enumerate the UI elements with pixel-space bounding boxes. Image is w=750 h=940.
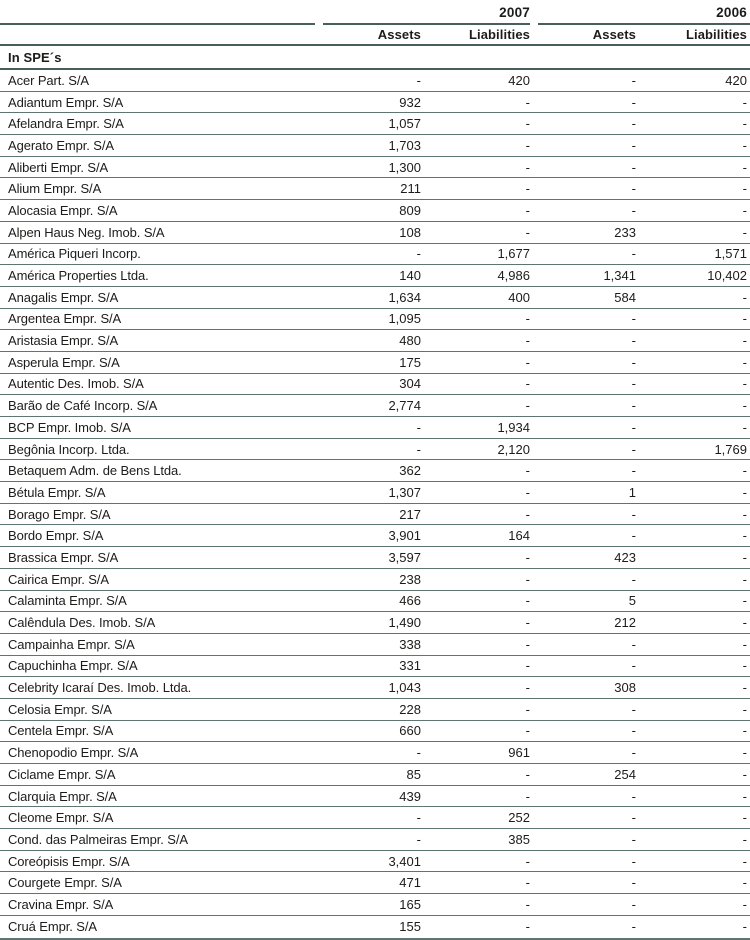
table-row xyxy=(0,222,750,244)
liabilities-2006-value: - xyxy=(742,549,747,565)
assets-2007-value: 660 xyxy=(399,723,421,739)
entity-name: Clarquia Empr. S/A xyxy=(8,788,117,804)
assets-2006-value: - xyxy=(631,181,636,197)
liabilities-2006-value: - xyxy=(742,463,747,479)
liabilities-2006-value: - xyxy=(742,116,747,132)
liabilities-2006-value: - xyxy=(742,419,747,435)
assets-2006-value: - xyxy=(631,441,636,457)
liabilities-2007-value: - xyxy=(525,484,530,500)
entity-name: Afelandra Empr. S/A xyxy=(8,116,124,132)
liabilities-2007-value: - xyxy=(525,593,530,609)
entity-name: Centela Empr. S/A xyxy=(8,723,114,739)
assets-2006-value: - xyxy=(631,72,636,88)
table-row xyxy=(0,135,750,157)
assets-2006-value: 423 xyxy=(614,549,636,565)
table-row xyxy=(0,612,750,634)
table-row xyxy=(0,591,750,613)
liabilities-2006-value: - xyxy=(742,528,747,544)
table-row xyxy=(0,374,750,396)
entity-name: Cleome Empr. S/A xyxy=(8,810,114,826)
assets-2006-value: - xyxy=(631,137,636,153)
assets-2007-value: 331 xyxy=(399,658,421,674)
assets-2007-value: 1,703 xyxy=(388,137,421,153)
assets-2006-value: - xyxy=(631,463,636,479)
entity-name: Coreópisis Empr. S/A xyxy=(8,853,130,869)
liabilities-2007-value: 1,677 xyxy=(497,246,530,262)
assets-2006-value: - xyxy=(631,398,636,414)
liabilities-2007-value: - xyxy=(525,398,530,414)
liabilities-2006-value: - xyxy=(742,484,747,500)
assets-2007-value: - xyxy=(416,810,421,826)
entity-name: Calaminta Empr. S/A xyxy=(8,593,127,609)
table-row xyxy=(0,894,750,916)
assets-2007-value: 1,307 xyxy=(388,484,421,500)
table-row xyxy=(0,178,750,200)
liabilities-2007-value: - xyxy=(525,333,530,349)
assets-2007-value: 338 xyxy=(399,636,421,652)
liabilities-2006-value: - xyxy=(742,224,747,240)
assets-2007-value: 304 xyxy=(399,376,421,392)
assets-2007-value: 932 xyxy=(399,94,421,110)
entity-name: Brassica Empr. S/A xyxy=(8,549,119,565)
assets-2007-value: 108 xyxy=(399,224,421,240)
assets-2006-value: - xyxy=(631,94,636,110)
assets-2006-value: - xyxy=(631,896,636,912)
assets-2007-value: 211 xyxy=(400,181,421,197)
assets-2007-value: 1,300 xyxy=(388,159,421,175)
assets-2006-value: - xyxy=(631,658,636,674)
assets-2007-value: 439 xyxy=(399,788,421,804)
assets-2006-value: 254 xyxy=(614,766,636,782)
liabilities-2007-value: - xyxy=(525,506,530,522)
liabilities-2006-value: - xyxy=(742,376,747,392)
entity-name: BCP Empr. Imob. S/A xyxy=(8,419,131,435)
table-row xyxy=(0,417,750,439)
assets-2007-value: 1,634 xyxy=(388,289,421,305)
assets-2006-value: - xyxy=(631,528,636,544)
liabilities-2007-value: - xyxy=(525,766,530,782)
entity-name: Alium Empr. S/A xyxy=(8,181,102,197)
table-row xyxy=(0,916,750,938)
liabilities-2007-value: - xyxy=(525,788,530,804)
liabilities-2007-value: - xyxy=(525,636,530,652)
assets-2007-value: 809 xyxy=(399,202,421,218)
liabilities-2007-value: 1,934 xyxy=(497,419,530,435)
liabilities-2006-value: - xyxy=(742,181,747,197)
assets-2007-value: 1,095 xyxy=(388,311,421,327)
table-row xyxy=(0,569,750,591)
liabilities-2007-value: - xyxy=(525,202,530,218)
assets-2006-value: - xyxy=(631,853,636,869)
assets-2007-value: 3,401 xyxy=(388,853,421,869)
assets-2006-value: - xyxy=(631,636,636,652)
assets-2006-value: 212 xyxy=(614,615,636,631)
entity-name: Ciclame Empr. S/A xyxy=(8,766,116,782)
assets-2007-value: 155 xyxy=(399,919,421,935)
liabilities-2006-value: - xyxy=(742,896,747,912)
liabilities-2006-value: - xyxy=(742,289,747,305)
liabilities-2006-value: - xyxy=(742,919,747,935)
entity-name: Acer Part. S/A xyxy=(8,72,89,88)
liabilities-2007-value: - xyxy=(525,116,530,132)
assets-2007-value: 217 xyxy=(399,506,421,522)
table-row xyxy=(0,352,750,374)
table-row xyxy=(0,482,750,504)
liabilities-2007-value: - xyxy=(525,549,530,565)
table-row xyxy=(0,699,750,721)
assets-2007-value: - xyxy=(416,72,421,88)
assets-2007-value: 228 xyxy=(399,701,421,717)
assets-2007-value: - xyxy=(416,419,421,435)
table-row xyxy=(0,634,750,656)
year-label-2006: 2006 xyxy=(716,4,747,20)
liabilities-2006-value: - xyxy=(742,202,747,218)
table-row xyxy=(0,330,750,352)
liabilities-2006-value: 1,769 xyxy=(714,441,747,457)
table-row xyxy=(0,786,750,808)
liabilities-2007-value: 385 xyxy=(508,831,530,847)
assets-2006-value: - xyxy=(631,419,636,435)
entity-name: Cairica Empr. S/A xyxy=(8,571,109,587)
liabilities-2007-value: 252 xyxy=(508,810,530,826)
table-row xyxy=(0,287,750,309)
liabilities-2007-value: - xyxy=(525,919,530,935)
table-row xyxy=(0,764,750,786)
liabilities-2007-value: 4,986 xyxy=(497,268,530,284)
table-row xyxy=(0,721,750,743)
liabilities-2006-value: - xyxy=(742,571,747,587)
section-header xyxy=(0,46,750,70)
liabilities-2007-value: 420 xyxy=(508,72,530,88)
entity-name: Asperula Empr. S/A xyxy=(8,354,120,370)
entity-name: Betaquem Adm. de Bens Ltda. xyxy=(8,463,182,479)
col-header-assets-2007: Assets xyxy=(377,27,421,42)
liabilities-2006-value: - xyxy=(742,636,747,652)
entity-name: Alpen Haus Neg. Imob. S/A xyxy=(8,224,165,240)
table-row xyxy=(0,265,750,287)
liabilities-2007-value: - xyxy=(525,159,530,175)
liabilities-2007-value: - xyxy=(525,311,530,327)
assets-2007-value: - xyxy=(416,441,421,457)
liabilities-2007-value: - xyxy=(525,571,530,587)
table-row xyxy=(0,504,750,526)
assets-2007-value: 140 xyxy=(399,268,421,284)
assets-2006-value: - xyxy=(631,701,636,717)
entity-name: Bordo Empr. S/A xyxy=(8,528,104,544)
table-row xyxy=(0,807,750,829)
liabilities-2006-value: 10,402 xyxy=(707,268,747,284)
assets-2007-value: 3,901 xyxy=(388,528,421,544)
entity-name: Alocasia Empr. S/A xyxy=(8,202,118,218)
section-title: In SPE´s xyxy=(8,49,62,65)
liabilities-2006-value: - xyxy=(742,658,747,674)
liabilities-2006-value: - xyxy=(742,354,747,370)
entity-name: América Piqueri Incorp. xyxy=(8,246,141,262)
col-header-liabilities-2007: Liabilities xyxy=(468,27,530,42)
liabilities-2007-value: - xyxy=(525,354,530,370)
entity-name: Celebrity Icaraí Des. Imob. Ltda. xyxy=(8,680,192,696)
assets-2006-value: 1 xyxy=(628,484,636,500)
liabilities-2006-value: - xyxy=(742,94,747,110)
assets-2007-value: 175 xyxy=(399,354,421,370)
assets-2006-value: - xyxy=(631,159,636,175)
liabilities-2007-value: - xyxy=(525,701,530,717)
assets-2006-value: - xyxy=(631,333,636,349)
liabilities-2006-value: 1,571 xyxy=(714,246,747,262)
table-row xyxy=(0,157,750,179)
entity-name: Agerato Empr. S/A xyxy=(8,137,114,153)
assets-2006-value: 5 xyxy=(628,593,636,609)
column-header-row xyxy=(0,25,750,46)
assets-2007-value: - xyxy=(416,831,421,847)
table-row xyxy=(0,677,750,699)
assets-2006-value: - xyxy=(631,810,636,826)
entity-name: América Properties Ltda. xyxy=(8,268,149,284)
table-row xyxy=(0,829,750,851)
entity-name: Aliberti Empr. S/A xyxy=(8,159,109,175)
liabilities-2006-value: - xyxy=(742,680,747,696)
table-row xyxy=(0,872,750,894)
liabilities-2006-value: - xyxy=(742,853,747,869)
entity-name: Barão de Café Incorp. S/A xyxy=(8,398,158,414)
liabilities-2006-value: - xyxy=(742,788,747,804)
assets-2006-value: - xyxy=(631,376,636,392)
entity-name: Bétula Empr. S/A xyxy=(8,484,106,500)
assets-2007-value: 2,774 xyxy=(388,398,421,414)
liabilities-2007-value: - xyxy=(525,658,530,674)
assets-2006-value: - xyxy=(631,831,636,847)
liabilities-2007-value: 2,120 xyxy=(497,441,530,457)
assets-2007-value: 1,057 xyxy=(388,116,421,132)
liabilities-2007-value: - xyxy=(525,853,530,869)
assets-2007-value: - xyxy=(416,745,421,761)
entity-name: Autentic Des. Imob. S/A xyxy=(8,376,144,392)
table-row xyxy=(0,309,750,331)
assets-2007-value: 165 xyxy=(399,896,421,912)
liabilities-2006-value: - xyxy=(742,311,747,327)
assets-2007-value: 480 xyxy=(399,333,421,349)
assets-2007-value: 471 xyxy=(399,875,421,891)
assets-2007-value: 3,597 xyxy=(388,549,421,565)
entity-name: Campainha Empr. S/A xyxy=(8,636,135,652)
assets-2006-value: 584 xyxy=(614,289,636,305)
assets-2006-value: - xyxy=(631,919,636,935)
table-row xyxy=(0,244,750,266)
assets-2006-value: - xyxy=(631,506,636,522)
liabilities-2006-value: - xyxy=(742,701,747,717)
entity-name: Aristasia Empr. S/A xyxy=(8,333,119,349)
liabilities-2006-value: - xyxy=(742,875,747,891)
col-header-assets-2006: Assets xyxy=(592,27,636,42)
year-group-2007 xyxy=(323,0,530,25)
assets-2007-value: 466 xyxy=(399,593,421,609)
assets-2006-value: - xyxy=(631,311,636,327)
assets-2006-value: - xyxy=(631,875,636,891)
entity-name: Calêndula Des. Imob. S/A xyxy=(8,615,156,631)
table-row xyxy=(0,656,750,678)
table-body xyxy=(0,70,750,940)
liabilities-2007-value: - xyxy=(525,463,530,479)
table-row xyxy=(0,742,750,764)
assets-2006-value: - xyxy=(631,116,636,132)
assets-2006-value: - xyxy=(631,571,636,587)
liabilities-2006-value: - xyxy=(742,615,747,631)
liabilities-2007-value: - xyxy=(525,94,530,110)
table-row xyxy=(0,70,750,92)
liabilities-2007-value: 400 xyxy=(508,289,530,305)
entity-name: Borago Empr. S/A xyxy=(8,506,111,522)
liabilities-2006-value: 420 xyxy=(725,72,747,88)
liabilities-2007-value: - xyxy=(525,875,530,891)
assets-2006-value: - xyxy=(631,354,636,370)
entity-name: Adiantum Empr. S/A xyxy=(8,94,124,110)
table-row xyxy=(0,439,750,461)
entity-name: Cravina Empr. S/A xyxy=(8,896,114,912)
liabilities-2007-value: - xyxy=(525,615,530,631)
name-column-rule xyxy=(0,0,315,25)
assets-2006-value: 1,341 xyxy=(603,268,636,284)
liabilities-2007-value: - xyxy=(525,723,530,739)
assets-2007-value: 1,490 xyxy=(388,615,421,631)
year-label-2007: 2007 xyxy=(499,4,530,20)
liabilities-2007-value: - xyxy=(525,896,530,912)
entity-name: Cond. das Palmeiras Empr. S/A xyxy=(8,831,188,847)
liabilities-2006-value: - xyxy=(742,159,747,175)
entity-name: Chenopodio Empr. S/A xyxy=(8,745,139,761)
entity-name: Celosia Empr. S/A xyxy=(8,701,112,717)
table-row xyxy=(0,460,750,482)
table-row xyxy=(0,113,750,135)
liabilities-2006-value: - xyxy=(742,593,747,609)
assets-2006-value: - xyxy=(631,202,636,218)
liabilities-2006-value: - xyxy=(742,831,747,847)
entity-name: Begônia Incorp. Ltda. xyxy=(8,441,130,457)
liabilities-2007-value: 164 xyxy=(508,528,530,544)
liabilities-2006-value: - xyxy=(742,137,747,153)
liabilities-2007-value: - xyxy=(525,376,530,392)
entity-name: Anagalis Empr. S/A xyxy=(8,289,119,305)
year-group-2006 xyxy=(538,0,750,25)
table-row xyxy=(0,200,750,222)
assets-2006-value: 233 xyxy=(614,224,636,240)
assets-2006-value: - xyxy=(631,745,636,761)
assets-2007-value: 238 xyxy=(399,571,421,587)
entity-name: Argentea Empr. S/A xyxy=(8,311,122,327)
liabilities-2007-value: - xyxy=(525,680,530,696)
table-row xyxy=(0,547,750,569)
table-row xyxy=(0,395,750,417)
col-header-liabilities-2006: Liabilities xyxy=(685,27,747,42)
entity-name: Capuchinha Empr. S/A xyxy=(8,658,138,674)
entity-name: Cruá Empr. S/A xyxy=(8,919,97,935)
assets-2006-value: 308 xyxy=(614,680,636,696)
table-row xyxy=(0,851,750,873)
table-row xyxy=(0,92,750,114)
assets-2007-value: - xyxy=(416,246,421,262)
liabilities-2006-value: - xyxy=(742,333,747,349)
liabilities-2007-value: 961 xyxy=(508,745,530,761)
liabilities-2006-value: - xyxy=(742,766,747,782)
assets-2007-value: 1,043 xyxy=(388,680,421,696)
liabilities-2006-value: - xyxy=(742,506,747,522)
assets-2006-value: - xyxy=(631,788,636,804)
liabilities-2007-value: - xyxy=(525,181,530,197)
liabilities-2006-value: - xyxy=(742,723,747,739)
liabilities-2007-value: - xyxy=(525,137,530,153)
liabilities-2006-value: - xyxy=(742,745,747,761)
liabilities-2007-value: - xyxy=(525,224,530,240)
assets-2006-value: - xyxy=(631,246,636,262)
liabilities-2006-value: - xyxy=(742,810,747,826)
assets-2007-value: 362 xyxy=(399,463,421,479)
assets-2007-value: 85 xyxy=(406,766,421,782)
liabilities-2006-value: - xyxy=(742,398,747,414)
entity-name: Courgete Empr. S/A xyxy=(8,875,122,891)
assets-2006-value: - xyxy=(631,723,636,739)
table-row xyxy=(0,525,750,547)
year-header-row xyxy=(0,0,750,25)
